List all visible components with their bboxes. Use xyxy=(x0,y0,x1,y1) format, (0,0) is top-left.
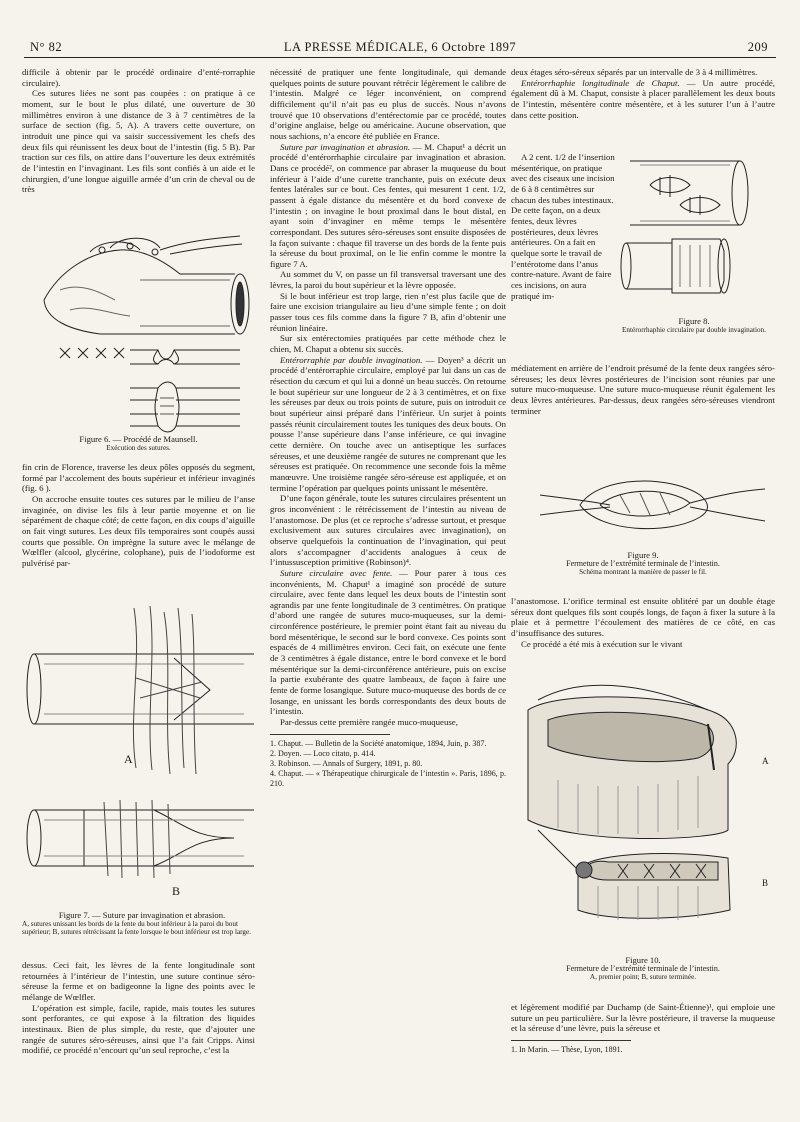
figure-10-subtitle-2: A, premier point; B, suture terminée. xyxy=(589,973,697,982)
paragraph: Ce procédé a été mis à exécution sur le vivant xyxy=(521,638,683,649)
paragraph: On accroche ensuite toutes ces sutures par le milieu de l’anse invaginée, on divise les fils à leur partie moyenne et on lie séparément de chaque côté; de cette façon, en dix coups d’aiguille on fait vingt sutures. Les deux fils temporaires sont coupés aussi courts que possible. On imprègne la suture avec le mélange de Wœlfler (alcool, glycérine, colophane), puis de l’iodoforme est pulvérisé par- xyxy=(22,493,255,568)
footnote: 3. Robinson. — Annals of Surgery, 1891, p. 80. xyxy=(270,758,423,768)
issue-number: N° 82 xyxy=(30,40,63,54)
figure-7-title: Figure 7. — Suture par invagination et abrasion. xyxy=(58,910,226,920)
paragraph: Si le bout inférieur est trop large, rien n’est plus facile que de faire une excision triangulaire au lieu d’une simple fente ; on doit passer tous ces fils comme dans la figure 7 B, afin d’obtenir une réunion linéaire. xyxy=(270,290,506,333)
footnote: 1. Chaput. — Bulletin de la Société anatomique, 1894, Juin, p. 387. xyxy=(270,738,487,748)
paragraph: deux étages séro-séreux séparés par un intervalle de 3 à 4 millimètres. xyxy=(511,67,758,77)
figure-9-subtitle: Fermeture de l’extrémité terminale de l’intestin. xyxy=(566,559,720,568)
paragraph: l’anastomose. L’orifice terminal est ensuite oblitéré par un double étage séreux dont quelques fils sont coupés longs, de façon à fixer la suture à la plaie et à permettre l’écoulement des matières de ce côté, en cas d’insuffisance des sutures. xyxy=(511,596,775,638)
figure-7-label-b: B xyxy=(172,884,181,898)
figure-9-title: Figure 9. xyxy=(627,550,659,560)
figure-9-illustration xyxy=(520,455,770,547)
paragraph-text: — Un autre procédé, également dû à M. Chaput, consiste à placer parallèlement les deux bouts de l’intestin, mésentère contre mésentère, et à les suturer l’un à l’autre dans cette position. xyxy=(511,77,775,120)
paragraph: Sur six entérectomies pratiquées par cette méthode chez le chien, M. Chaput a obtenu six succès. xyxy=(270,333,506,355)
figure-10-subtitle: Fermeture de l’extrémité terminale de l’intestin. xyxy=(566,964,720,973)
section-title: Entérorrhaphie longitudinale de Chaput. xyxy=(521,77,680,88)
section-title: Suture par invagination et abrasion. xyxy=(280,141,411,152)
figure-7-label-a: A xyxy=(124,752,133,766)
section-title: Suture circulaire avec fente. xyxy=(280,567,393,578)
figure-7-illustration xyxy=(24,598,264,908)
paragraph: nécessité de pratiquer une fente longitudinale, qui demande quelques points de suture pouvant rétrécir légèrement le calibre de l’intestin. Malgré ce léger inconvénient, on comprend difficilement qu’il n’ait pas eu plus de succès. Nous n’avons trouvé que 10 observations d’entérectomie par ce procédé, toutes d’origine anglaise, belge ou américaine. Aucune observation, que nous sachions, n’a encore été publiée en France. xyxy=(270,67,506,141)
paragraph xyxy=(270,142,506,270)
figure-6-caption xyxy=(22,434,255,452)
running-head: LA PRESSE MÉDICALE, 6 Octobre 1897 xyxy=(283,40,517,54)
column-1-bottom xyxy=(22,960,255,1056)
column-1-middle xyxy=(22,462,255,569)
figure-6-illustration xyxy=(30,230,252,435)
figure-7-subtitle: A, sutures unissant les bords de la fente du bout inférieur à la paroi du bout supérieur; B, sutures rétrécissant la fente lorsque le bout inférieur est trop large. xyxy=(22,920,251,937)
column-2 xyxy=(270,67,506,789)
paragraph: Ces sutures liées ne sont pas coupées : on pratique à ce moment, sur le bout le plus dilaté, une ouverture de 30 millimètres environ à une distance de 3 à 7 centimètres de la surface de section (fig. 5, A). A travers cette ouverture, on introduit une pince qui va saisir successivement les chefs des deux fils qui réunissent les deux bout de l’intestin (fig. 5 B). Par traction sur ces fils, on attire dans l’ouverture les deux extrémités de l’intestin en l’invaginant. Les fils sont confiés à un aide et le chirurgien, d’une longue aiguille armée d’un crin de cheval ou de très xyxy=(22,88,255,195)
figure-10-label-b: B xyxy=(762,878,769,888)
column-1 xyxy=(22,67,255,195)
figure-10-caption xyxy=(511,955,775,982)
column-3-narrow xyxy=(511,152,617,301)
paragraph: médiatement en arrière de l’endroit présumé de la fente deux rangées séro-séreuses; les deux lèvres postérieures de l’incision sont réunies par une suture muco-muqueuse. Une suture muco-muqueuse réunit également les deux lèvres antérieures. Par-dessus, deux rangées séro-séreuses viendront terminer xyxy=(511,363,775,416)
page-number: 209 xyxy=(747,40,768,54)
figure-10-illustration xyxy=(518,680,772,950)
figure-9-caption xyxy=(511,550,775,577)
figure-6-title: Figure 6. — Procédé de Maunsell. xyxy=(79,434,198,444)
paragraph: A 2 cent. 1/2 de l’insertion mésentérique, on pratique avec des ciseaux une incision de 6 à 8 centimètres sur chacun des tubes intestinaux. De cette façon, on a deux fentes, deux lèvres postérieures, deux lèvres antérieures. On a fait en quelque sorte le travail de l’entérotome dans l’anus contre-nature. Avant de faire ces incisions, on aura pratiqué im- xyxy=(511,152,615,301)
paragraph xyxy=(270,568,506,717)
column-3 xyxy=(511,67,775,120)
figure-10-label-a: A xyxy=(762,756,769,766)
paragraph: D’une façon générale, toute les sutures circulaires présentent un gros inconvénient : le rétrécissement de l’intestin au niveau de l’anastomose. De plus (et ce reproche s’adresse surtout, et presque exclusivement aux sutures circulaires avec invagination), on observe quelquefois la continuation de l’invagination, qui peut alors s’accompagner d’accidents analogues à ceux de l’intussusception primitive (Robinson)⁴. xyxy=(270,493,506,568)
column-3-middle xyxy=(511,363,775,416)
figure-8-caption xyxy=(616,316,772,334)
paragraph xyxy=(270,355,506,494)
footnote: 2. Doyen. — Loco citato, p. 414. xyxy=(270,748,376,758)
paragraph xyxy=(511,78,775,121)
paragraph: Par-dessus cette première rangée muco-muqueuse, xyxy=(280,717,458,728)
figure-9-subtitle-2: Schéma montrant la manière de passer le fil. xyxy=(579,568,707,577)
paragraph: Au sommet du V, on passe un fil transversal traversant une des lèvres, la paroi du bout supérieur et la lèvre opposée. xyxy=(270,269,506,291)
figure-8-title: Figure 8. xyxy=(678,316,710,326)
paragraph: difficile à obtenir par le procédé ordinaire d’enté-rorraphie circulaire). xyxy=(22,67,255,88)
column-3-bottom xyxy=(511,1002,775,1055)
figure-8-illustration xyxy=(620,155,770,295)
paragraph-text: — Doyen³ a décrit un procédé d’entérorraphie circulaire, employé par lui dans un cas de résection du cæcum et qui lui a donné un beau succès. On retourne le bout supérieur sur une longueur de 2 à 3 centimètres, et on fixe les séreuses par deux ou trois points de suture, puis on introduit ce bout supérieur ainsi préparé dans l’inférieur. Un surjet à points passés réunit circulairement toutes les tuniques des deux bouts. On pousse l’anse supérieure dans l’anse inférieure, ce qui invagine cette dernière. On touche avec un antiseptique les surfaces séreuses, et une deuxième rangée de sutures ne comprenant que les séreuses est pratiquée. On recommence une seconde fois la même manœuvre. Une troisième rangée séro-séreuse est appliquée, et on termine l’opération par quelques points unissant le mésentère. xyxy=(270,354,507,493)
figure-7-caption xyxy=(22,910,262,937)
section-title: Entérorraphie par double invagination. xyxy=(280,354,423,365)
paragraph: L’opération est simple, facile, rapide, mais toutes les sutures sont perforantes, ce qui expose à la filtration des liquides intestinaux. Bien de plus simple, du reste, que d’ajouter une rangée de sutures séro-séreuses, ainsi que l’a fait Cripps. Ainsi modifié, ce procédé n’encourt qu’un seul reproche, c’est la xyxy=(22,1002,255,1056)
footnote: 4. Chaput. — « Thérapeutique chirurgicale de l’intestin ». Paris, 1896, p. 210. xyxy=(270,768,506,788)
footnote-rule xyxy=(270,734,390,735)
footnote: 1. In Marin. — Thèse, Lyon, 1891. xyxy=(511,1044,623,1054)
figure-6-subtitle: Exécution des sutures. xyxy=(106,444,171,452)
paragraph: et légèrement modifié par Duchamp (de Saint-Étienne)¹, qui emploie une suture un peu particulière. Sur la lèvre postérieure, il traverse la muqueuse et la séreuse d’une lèvre, puis la séreuse et xyxy=(511,1002,775,1034)
figure-8-subtitle: Entérorrhaphie circulaire par double invagination. xyxy=(622,326,766,334)
column-3-lower xyxy=(511,596,775,649)
paragraph-text: — Pour parer à tous ces inconvénients, M. Chaput¹ a imaginé son procédé de suture circulaire, avec fente dans lequel les deux bouts de l’intestin sont agrandis par une fente longitudinale de 3 centimètres. On pratique d’abord une rangée de sutures muco-muqueuses, sur la demi-circonférence postérieure, le premier point étant fait au niveau du bord mésentérique, le second sur le bord convexe. Ces points sont espacés de 4 millimètres environ. Ceci fait, on exécute une fente de 3 centimètres à égale distance, entre le bord convexe et le bord mésentérique sur la demi-circonférence antérieure, puis on excise la partie exubérante des quatre lambeaux, de façon à faire une fente de forme losangique. Suture muco-muqueuse des bords de ce losange, en unissant les bords correspondants des deux bouts de l’intestin. xyxy=(270,567,506,717)
paragraph: fin crin de Florence, traverse les deux pôles opposés du segment, formé par l’accolement des bouts supérieur et inférieur invaginés (fig. 6 ). xyxy=(22,462,255,494)
paragraph-text: — M. Chaput¹ a décrit un procédé d’entérorrhaphie circulaire par invagination et abrasion. Dans ce procédé², on commence par abraser la muqueuse du bout inférieur à l’aide d’une curette tranchante, puis on exécute deux fentes latérales sur ce bout. Ces fentes, qui mesurent 1 cent. 1/2, passent à égale distance du mésentère et du bord convexe de l’intestin ; on invagine le bout proximal dans le bout distal, en ayant soin d’invaginer en même temps le mésentère correspondant. Des sutures séro-séreuses sont ensuite disposées de la façon suivante : chaque fil traverse un des bords de la fente puis la séreuse du bout proximal, on le lie enfin comme le montre la figure 7 A. xyxy=(270,141,506,269)
footnote-rule xyxy=(511,1040,631,1041)
figure-10-title: Figure 10. xyxy=(625,955,661,965)
paragraph: dessus. Ceci fait, les lèvres de la fente longitudinale sont retournées à l’intérieur de l’intestin, une suture continue séro-séreuse la ferme et on badigeonne la ligne des points avec le mélange de Wœlfler. xyxy=(22,960,255,1002)
header-rule xyxy=(24,57,776,58)
